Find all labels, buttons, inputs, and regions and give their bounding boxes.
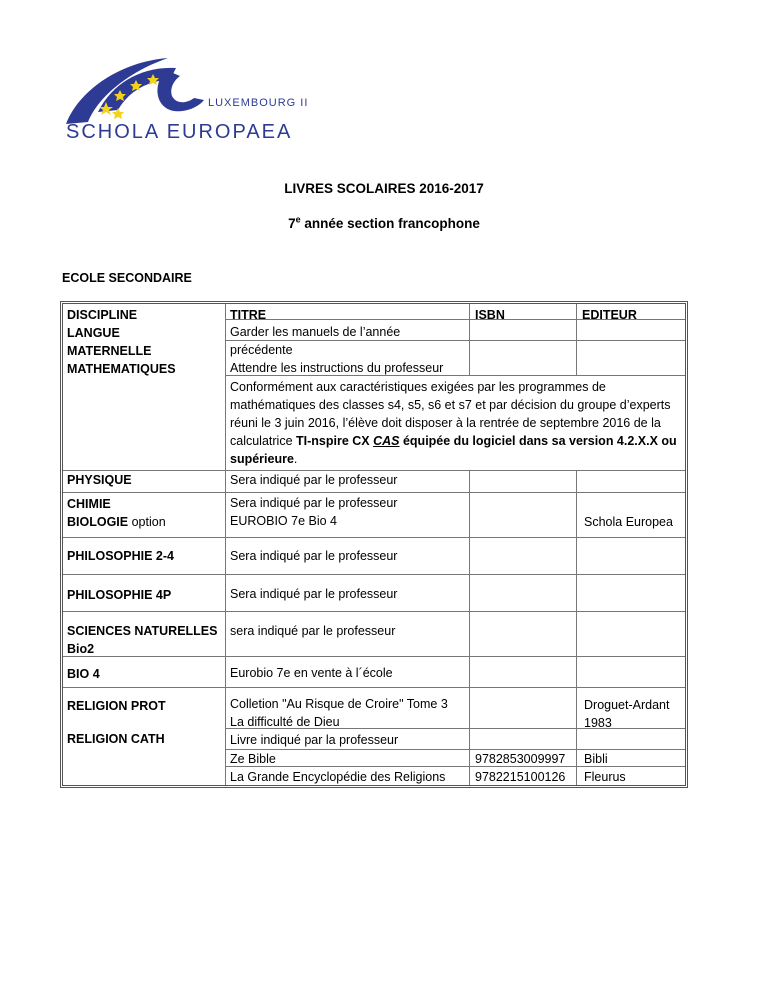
discipline-chimie: CHIMIE (67, 497, 111, 511)
calc-text-period: . (293, 452, 298, 466)
isbn-zebible: 9782853009997 (475, 752, 566, 766)
editeur-zebible: Bibli (584, 752, 608, 766)
titre-sciences: sera indiqué par le professeur (230, 624, 396, 638)
discipline-philo24: PHILOSOPHIE 2-4 (67, 549, 174, 563)
titre-chimie: Sera indiqué par le professeur (230, 496, 398, 510)
calc-text-cas: CAS (373, 434, 400, 448)
titre-calc-2: mathématiques des classes s4, s5, s6 et s7 et par décision du groupe d’experts (230, 398, 671, 412)
section-heading: ECOLE SECONDAIRE (62, 271, 192, 285)
discipline-langue-2: MATERNELLE (67, 344, 152, 358)
logo-wordmark: SCHOLA EUROPAEA (66, 121, 293, 142)
schola-europaea-logo (58, 52, 318, 142)
editeur-relprot-2: 1983 (584, 716, 612, 730)
discipline-philo4p: PHILOSOPHIE 4P (67, 588, 172, 602)
titre-biologie: EUROBIO 7e Bio 4 (230, 514, 337, 528)
discipline-relcath: RELIGION CATH (67, 732, 165, 746)
editeur-relprot-1: Droguet-Ardant (584, 698, 670, 712)
subtitle-number: 7 (288, 216, 296, 231)
editeur-biologie: Schola Europea (584, 515, 673, 529)
titre-relcath-1: Livre indiqué par la professeur (230, 733, 399, 747)
calc-text-sup: supérieure (230, 452, 294, 466)
logo-site-text: LUXEMBOURG II (208, 97, 309, 109)
titre-math: Attendre les instructions du professeur (230, 361, 444, 375)
titre-langue-1: Garder les manuels de l’année (230, 325, 401, 339)
titre-relcath-2: Ze Bible (230, 752, 276, 766)
titre-relcath-3: La Grande Encyclopédie des Religions (230, 770, 446, 784)
isbn-encyclo: 9782215100126 (475, 770, 566, 784)
header-titre: TITRE (230, 308, 267, 322)
titre-bio4: Eurobio 7e en vente à l´école (230, 666, 393, 680)
subtitle-superscript: e (295, 214, 301, 225)
calc-text-d: équipée du logiciel dans sa version 4.2.X.X ou (399, 434, 677, 448)
titre-langue-2: précédente (230, 343, 293, 357)
subtitle-rest: année section francophone (300, 216, 480, 231)
discipline-physique: PHYSIQUE (67, 473, 132, 487)
discipline-biologie-option: option (128, 515, 166, 529)
titre-philo24: Sera indiqué par le professeur (230, 549, 398, 563)
discipline-relprot: RELIGION PROT (67, 699, 166, 713)
discipline-bio4: BIO 4 (67, 667, 100, 681)
calc-text-b: TI-nspire CX (296, 434, 374, 448)
discipline-math: MATHEMATIQUES (67, 362, 176, 376)
book-list-table (60, 301, 688, 788)
editeur-encyclo: Fleurus (584, 770, 626, 784)
discipline-langue-1: LANGUE (67, 326, 120, 340)
titre-calc-1: Conformément aux caractéristiques exigées par les programmes de (230, 380, 606, 394)
titre-calc-3: réuni le 3 juin 2016, l’élève doit disposer à la rentrée de septembre 2016 de la (230, 416, 661, 430)
titre-physique: Sera indiqué par le professeur (230, 473, 398, 487)
logo-e-shape (157, 70, 204, 111)
discipline-sciences-2: Bio2 (67, 642, 95, 656)
discipline-biologie (67, 513, 166, 531)
calc-text-a: calculatrice (230, 434, 296, 448)
titre-calc-4 (230, 432, 677, 450)
titre-relprot-1: Colletion "Au Risque de Croire" Tome 3 (230, 697, 448, 711)
page-subtitle (0, 216, 768, 231)
titre-relprot-2: La difficulté de Dieu (230, 715, 340, 729)
discipline-sciences-1: SCIENCES NATURELLES (67, 624, 218, 638)
header-isbn: ISBN (475, 308, 505, 322)
titre-calc-5 (230, 450, 297, 468)
header-editeur: EDITEUR (582, 308, 637, 322)
header-discipline: DISCIPLINE (67, 308, 138, 322)
discipline-biologie-label: BIOLOGIE (67, 515, 129, 529)
page-title: LIVRES SCOLAIRES 2016-2017 (284, 181, 484, 196)
titre-philo4p: Sera indiqué par le professeur (230, 587, 398, 601)
